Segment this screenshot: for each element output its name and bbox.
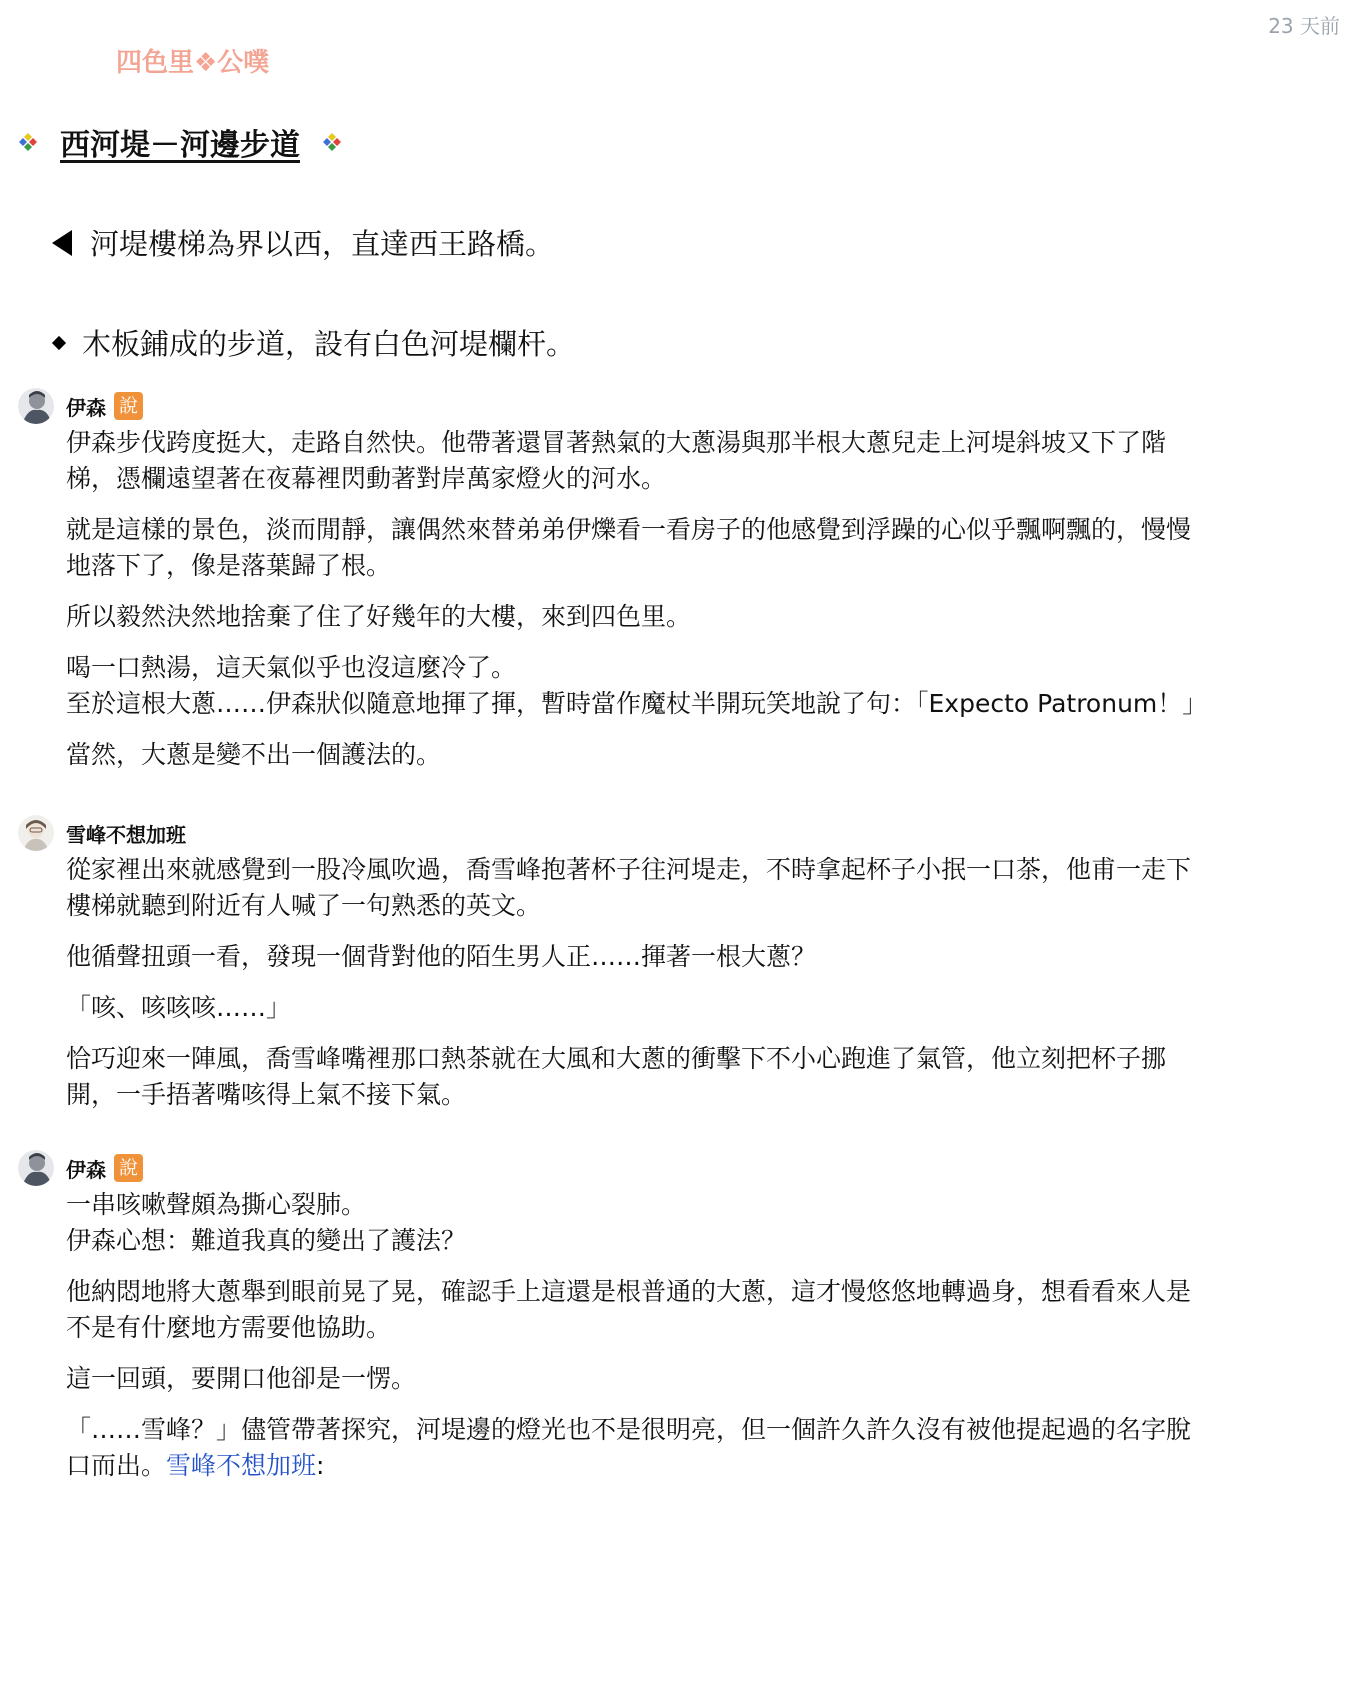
post-timestamp[interactable]: 23 天前	[1268, 14, 1340, 38]
username[interactable]: 伊森	[66, 395, 106, 420]
text-line: 這一回頭，要開口他卻是一愣。	[66, 1364, 417, 1393]
paragraph	[66, 1361, 1318, 1397]
text-line: 他納悶地將大蔥舉到眼前晃了晃，確認手上這還是根普通的大蔥，這才慢悠悠地轉過身，想看看來人是	[66, 1277, 1192, 1306]
post-xuefeng	[18, 814, 1318, 1128]
four-color-diamond-icon	[18, 132, 38, 152]
text-line: 所以毅然決然地捨棄了住了好幾年的大樓，來到四色里。	[66, 602, 692, 631]
avatar[interactable]	[18, 1150, 54, 1186]
post-header	[18, 1149, 1318, 1187]
paragraph	[66, 1274, 1318, 1346]
text-line: 他循聲扭頭一看，發現一個背對他的陌生男人正……揮著一根大蔥？	[66, 942, 817, 971]
left-triangle-icon	[52, 230, 72, 256]
text-line: 「……雪峰？」儘管帶著探究，河堤邊的燈光也不是很明亮，但一個許久許久沒有被他提起過的名字脫	[66, 1415, 1192, 1444]
say-badge: 說	[114, 1154, 143, 1182]
username[interactable]: 伊森	[66, 1157, 106, 1182]
paragraph	[66, 1412, 1318, 1484]
text-line: 至於這根大蔥……伊森狀似隨意地揮了揮，暫時當作魔杖半開玩笑地說了句：「Expecto Patronum！」	[66, 689, 1208, 718]
paragraph	[66, 650, 1318, 722]
post-body	[66, 1187, 1318, 1484]
location-description-text: 木板鋪成的步道，設有白色河堤欄杆。	[82, 327, 576, 361]
post-ethan-2	[18, 1149, 1318, 1499]
paragraph	[66, 737, 1318, 773]
post-header	[18, 814, 1318, 852]
text-line: 梯，憑欄遠望著在夜幕裡閃動著對岸萬家燈火的河水。	[66, 464, 667, 493]
text-line: 不是有什麼地方需要他協助。	[66, 1313, 392, 1342]
post-ethan-1	[18, 387, 1318, 788]
post-body	[66, 852, 1318, 1113]
four-color-diamond-icon	[322, 132, 342, 152]
paragraph	[66, 852, 1318, 924]
text-line: 伊森心想：難道我真的變出了護法？	[66, 1226, 467, 1255]
text-line: 從家裡出來就感覺到一股冷風吹過，喬雪峰抱著杯子往河堤走，不時拿起杯子小抿一口茶，他甫一走下	[66, 855, 1192, 884]
paragraph	[66, 990, 1318, 1026]
text-line: 一串咳嗽聲頗為撕心裂肺。	[66, 1190, 367, 1219]
location-boundary-line	[52, 222, 554, 263]
author-name-link[interactable]: 四色里❖公噗	[116, 48, 270, 78]
paragraph	[66, 512, 1318, 584]
paragraph	[66, 939, 1318, 975]
paragraph	[66, 1041, 1318, 1113]
mention-suffix: :	[316, 1451, 325, 1480]
say-badge: 說	[114, 392, 143, 420]
mention-link[interactable]: 雪峰不想加班	[166, 1451, 317, 1480]
post-body	[66, 425, 1318, 773]
text-line: 「咳、咳咳咳……」	[66, 993, 292, 1022]
text-line: 口而出。	[66, 1451, 167, 1480]
text-line: 樓梯就聽到附近有人喊了一句熟悉的英文。	[66, 891, 542, 920]
location-boundary-text: 河堤樓梯為界以西，直達西王路橋。	[90, 227, 555, 261]
text-line: 當然，大蔥是變不出一個護法的。	[66, 740, 442, 769]
text-line: 喝一口熱湯，這天氣似乎也沒這麼冷了。	[66, 653, 517, 682]
headline	[18, 120, 342, 164]
text-line: 開，一手捂著嘴咳得上氣不接下氣。	[66, 1080, 467, 1109]
paragraph	[66, 425, 1318, 497]
avatar[interactable]	[18, 815, 54, 851]
paragraph	[66, 599, 1318, 635]
avatar[interactable]	[18, 388, 54, 424]
headline-title: 西河堤－河邊步道	[60, 128, 300, 163]
text-line: 恰巧迎來一陣風，喬雪峰嘴裡那口熱茶就在大風和大蔥的衝擊下不小心跑進了氣管，他立刻把杯子挪	[66, 1044, 1167, 1073]
paragraph	[66, 1187, 1318, 1259]
text-line: 就是這樣的景色，淡而閒靜，讓偶然來替弟弟伊爍看一看房子的他感覺到浮躁的心似乎飄啊飄的，慢慢	[66, 515, 1192, 544]
black-diamond-icon	[52, 335, 66, 349]
post-header	[18, 387, 1318, 425]
text-line: 伊森步伐跨度挺大，走路自然快。他帶著還冒著熱氣的大蔥湯與那半根大蔥兒走上河堤斜坡又下了階	[66, 428, 1167, 457]
location-description-line	[52, 322, 575, 363]
username[interactable]: 雪峰不想加班	[66, 822, 186, 847]
text-line: 地落下了，像是落葉歸了根。	[66, 551, 392, 580]
